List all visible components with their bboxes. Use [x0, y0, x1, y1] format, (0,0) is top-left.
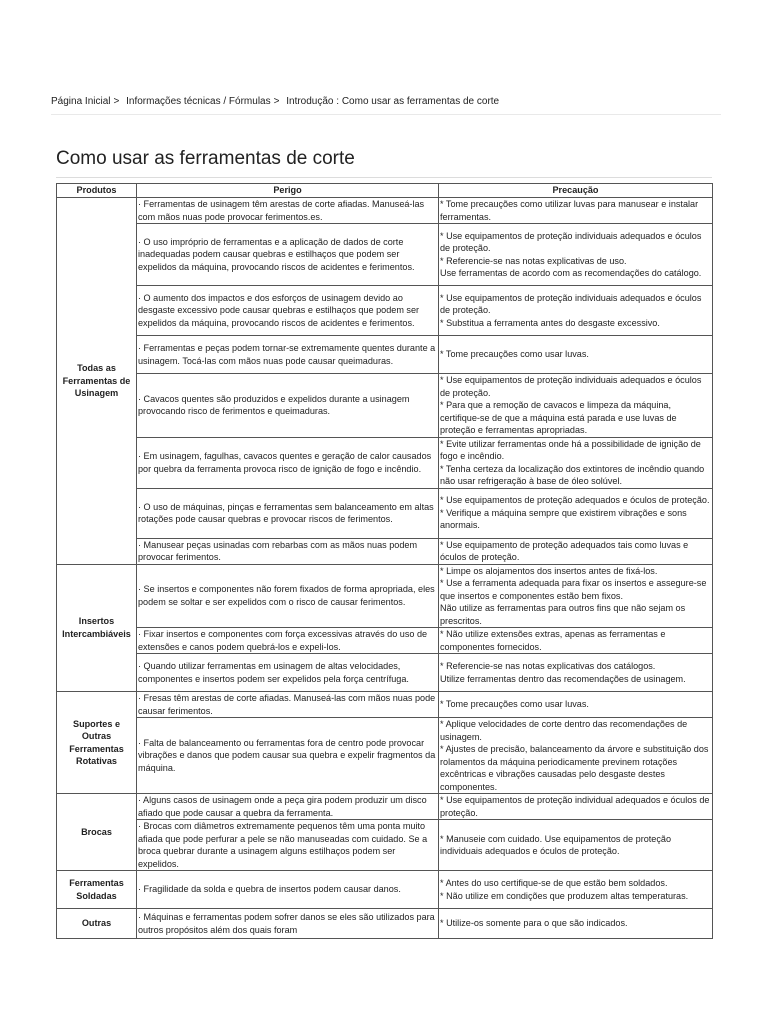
precaution-line: * Tenha certeza da localização dos extintores de incêndio quando não usar refrigeração à base de óleo solúvel.	[440, 463, 705, 486]
precaution-cell	[439, 654, 713, 692]
hazard-cell: · O uso de máquinas, pinças e ferramentas sem balanceamento em altas rotações pode causar quebras e provocar riscos de ferimentos.	[137, 488, 439, 538]
precaution-line: * Use a ferramenta adequada para fixar os insertos e assegure-se que insertos e componentes estão bem fixos.	[440, 578, 707, 601]
table-header-row	[57, 184, 713, 198]
precaution-line: * Tome precauções como usar luvas.	[440, 699, 589, 710]
column-header-produtos: Produtos	[57, 184, 137, 198]
precaution-cell	[439, 628, 713, 654]
hazard-cell: · Ferramentas e peças podem tornar-se extremamente quentes durante a usinagem. Tocá-las com mãos nuas pode causar queimaduras.	[137, 336, 439, 374]
precaution-cell	[439, 909, 713, 939]
precaution-line: * Use equipamentos de proteção individuais adequados e óculos de proteção.	[440, 230, 702, 253]
breadcrumb-separator: >	[273, 96, 280, 107]
precaution-cell	[439, 336, 713, 374]
precaution-line: * Tome precauções como usar luvas.	[440, 349, 589, 360]
table-row	[57, 198, 713, 224]
table-row	[57, 871, 713, 909]
hazard-cell: · O aumento dos impactos e dos esforços de usinagem devido ao desgaste excessivo pode causar quebras e estilhaços que podem ser expelidos da máquina, provocando riscos de acidentes e ferimentos.	[137, 286, 439, 336]
precaution-line: * Referencie-se nas notas explicativas de uso.	[440, 255, 627, 266]
precaution-line: * Use equipamentos de proteção individuais adequados e óculos de proteção.	[440, 292, 702, 316]
product-cell: Brocas	[57, 794, 137, 871]
precaution-line: * Aplique velocidades de corte dentro das recomendações de usinagem.	[440, 719, 688, 742]
table-row	[57, 794, 713, 820]
table-row	[57, 488, 713, 538]
precaution-line: Utilize ferramentas dentro das recomendações de usinagem.	[440, 673, 686, 684]
hazard-cell: · Se insertos e componentes não forem fixados de forma apropriada, eles podem se soltar e ser expelidos com o risco de causar ferimentos.	[137, 564, 439, 628]
precaution-line: * Referencie-se nas notas explicativas dos catálogos.	[440, 661, 656, 671]
breadcrumb-divider	[51, 114, 721, 115]
hazard-cell: · O uso impróprio de ferramentas e a aplicação de dados de corte inadequadas podem causar quebras e estilhaços que podem ser expelidos da máquina, provocando riscos de acidentes e ferimentos.	[137, 224, 439, 286]
table-row	[57, 692, 713, 718]
precaution-cell	[439, 198, 713, 224]
hazard-cell: · Alguns casos de usinagem onde a peça gira podem produzir um disco afiado que pode causar a quebra da ferramenta.	[137, 794, 439, 820]
precaution-line: Não utilize as ferramentas para outros fins que não sejam os prescritos.	[440, 603, 686, 626]
breadcrumb	[51, 96, 499, 107]
precaution-line: * Para que a remoção de cavacos e limpeza da máquina, certifique-se de que a máquina está parada e use luvas de proteção e ferramentas apropriadas.	[440, 400, 677, 435]
precaution-cell	[439, 488, 713, 538]
precaution-line: * Tome precauções como utilizar luvas para manusear e instalar ferramentas.	[440, 199, 699, 222]
precaution-line: * Use equipamentos de proteção individual adequados e óculos de proteção.	[440, 795, 710, 818]
precaution-cell	[439, 374, 713, 438]
precaution-cell	[439, 820, 713, 871]
table-row	[57, 564, 713, 628]
precaution-cell	[439, 794, 713, 820]
breadcrumb-link-home[interactable]: Página Inicial	[51, 96, 111, 107]
title-divider	[56, 177, 712, 178]
product-cell: Suportes e Outras Ferramentas Rotativas	[57, 692, 137, 794]
product-cell: Todas as Ferramentas de Usinagem	[57, 198, 137, 565]
breadcrumb-current-page: Introdução : Como usar as ferramentas de corte	[286, 96, 500, 107]
breadcrumb-link-technical-info[interactable]: Informações técnicas / Fórmulas	[126, 96, 271, 107]
table-header	[57, 184, 713, 198]
table-row	[57, 909, 713, 939]
precaution-cell	[439, 286, 713, 336]
hazard-cell: · Fragilidade da solda e quebra de insertos podem causar danos.	[137, 871, 439, 909]
table-row	[57, 628, 713, 654]
table-row	[57, 374, 713, 438]
precaution-line: * Não utilize em condições que produzem altas temperaturas.	[440, 890, 689, 901]
precaution-line: * Ajustes de precisão, balanceamento da árvore e substituição dos rolamentos da máquina periodicamente previnem rotações excêntricas e vibrações causadas pelo desgaste destes componentes.	[440, 744, 709, 792]
column-header-precaucao: Precaução	[439, 184, 713, 198]
hazard-cell: · Falta de balanceamento ou ferramentas fora de centro pode provocar vibrações e danos que podem causar sua quebra e expelir fragmentos da máquina.	[137, 718, 439, 794]
precaution-line: * Use equipamento de proteção adequados tais como luvas e óculos de proteção.	[440, 539, 689, 562]
hazard-cell: · Fresas têm arestas de corte afiadas. Manuseá-las com mãos nuas pode causar ferimentos.	[137, 692, 439, 718]
precaution-line: * Substitua a ferramenta antes do desgaste excessivo.	[440, 317, 660, 328]
precaution-line: * Use equipamentos de proteção individuais adequados e óculos de proteção.	[440, 375, 702, 398]
hazard-cell: · Ferramentas de usinagem têm arestas de corte afiadas. Manuseá-las com mãos nuas pode provocar ferimentos.es.	[137, 198, 439, 224]
precaution-line: * Não utilize extensões extras, apenas as ferramentas e componentes fornecidos.	[440, 629, 666, 652]
precaution-cell	[439, 437, 713, 488]
product-cell: Ferramentas Soldadas	[57, 871, 137, 909]
table-row	[57, 718, 713, 794]
precaution-cell	[439, 224, 713, 286]
precaution-line: * Antes do uso certifique-se de que estão bem soldados.	[440, 878, 668, 888]
precaution-cell	[439, 871, 713, 909]
table-row	[57, 336, 713, 374]
precaution-cell	[439, 538, 713, 564]
hazard-cell: · Cavacos quentes são produzidos e expelidos durante a usinagem provocando risco de ferimentos e queimaduras.	[137, 374, 439, 438]
table-row	[57, 437, 713, 488]
table-row	[57, 224, 713, 286]
table-row	[57, 286, 713, 336]
precaution-line: * Utilize-os somente para o que são indicados.	[440, 918, 628, 929]
table-row	[57, 654, 713, 692]
precaution-cell	[439, 564, 713, 628]
hazard-cell: · Quando utilizar ferramentas em usinagem de altas velocidades, componentes e insertos podem ser expelidos pela força centrífuga.	[137, 654, 439, 692]
product-cell: Outras	[57, 909, 137, 939]
precaution-cell	[439, 718, 713, 794]
hazard-cell: · Máquinas e ferramentas podem sofrer danos se eles são utilizados para outros propósitos além dos quais foram	[137, 909, 439, 939]
column-header-perigo: Perigo	[137, 184, 439, 198]
hazard-cell: · Manusear peças usinadas com rebarbas com as mãos nuas podem provocar ferimentos.	[137, 538, 439, 564]
table-row	[57, 538, 713, 564]
hazard-cell: · Em usinagem, fagulhas, cavacos quentes e geração de calor causados por quebra da ferramenta provoca risco de ignição de fogo e incêndio.	[137, 437, 439, 488]
precaution-line: * Manuseie com cuidado. Use equipamentos de proteção individuais adequados e óculos de proteção.	[440, 833, 672, 856]
breadcrumb-separator: >	[113, 96, 120, 107]
precaution-line: * Limpe os alojamentos dos insertos antes de fixá-los.	[440, 565, 658, 576]
table-body	[57, 198, 713, 939]
hazard-cell: · Brocas com diâmetros extremamente pequenos têm uma ponta muito afiada que pode perfurar a pele se não manuseadas com cuidado. Se a broca quebrar durante a usinagem alguns estilhaços podem ser expelidos.	[137, 820, 439, 871]
table-row	[57, 820, 713, 871]
precaution-cell	[439, 692, 713, 718]
product-cell: Insertos Intercambiáveis	[57, 564, 137, 692]
precaution-line: Use ferramentas de acordo com as recomendações do catálogo.	[440, 268, 702, 278]
precaution-line: * Verifique a máquina sempre que existirem vibrações e sons anormais.	[440, 507, 687, 531]
precaution-line: * Use equipamentos de proteção adequados e óculos de proteção.	[440, 495, 710, 506]
page-title: Como usar as ferramentas de corte	[56, 148, 355, 169]
precaution-line: * Evite utilizar ferramentas onde há a possibilidade de ignição de fogo e incêndio.	[440, 438, 701, 461]
hazard-cell: · Fixar insertos e componentes com força excessivas através do uso de extensões e canos podem quebrá-los e expeli-los.	[137, 628, 439, 654]
safety-table	[56, 183, 713, 939]
